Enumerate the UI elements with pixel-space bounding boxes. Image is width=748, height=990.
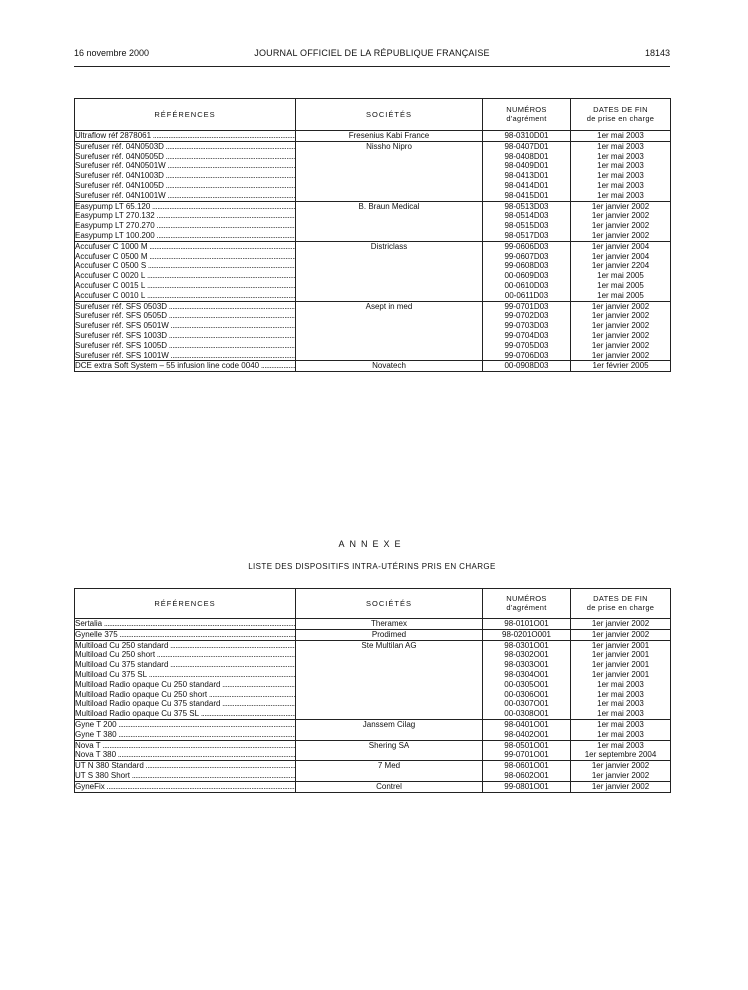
table-row bbox=[75, 719, 671, 740]
table-row bbox=[75, 141, 671, 201]
col-header-dates: DATES DE FIN de prise en charge bbox=[571, 589, 671, 619]
date-cell bbox=[571, 361, 671, 372]
reference-line: UT S 380 Short ..... bbox=[75, 771, 295, 781]
reference-line: Surefuser réf. SFS 1003D ..... bbox=[75, 331, 295, 341]
societe-name: Fresenius Kabi France bbox=[348, 131, 430, 140]
date-cell bbox=[571, 629, 671, 640]
societe-cell bbox=[296, 629, 483, 640]
numero-line: 99-0801O01 bbox=[504, 781, 549, 791]
reference-line: DCE extra Soft System – 55 infusion line code 0040 ..... bbox=[75, 361, 295, 371]
table-row bbox=[75, 361, 671, 372]
numero-line: 98-0301O01 bbox=[504, 640, 549, 650]
date-line: 1er mai 2005 bbox=[597, 271, 644, 281]
date-line: 1er janvier 2001 bbox=[591, 660, 650, 670]
numero-line: 98-0413D01 bbox=[504, 171, 549, 181]
numero-line: 00-0610D03 bbox=[504, 280, 549, 290]
date-line: 1er janvier 2002 bbox=[591, 619, 650, 628]
header-date: 16 novembre 2000 bbox=[74, 48, 150, 58]
date-line: 1er mai 2005 bbox=[597, 280, 644, 290]
numero-line: 99-0702D03 bbox=[504, 311, 549, 321]
societe-cell bbox=[296, 201, 483, 241]
date-cell bbox=[571, 719, 671, 740]
reference-line: Easypump LT 270.270 ..... bbox=[75, 221, 295, 231]
numero-line: 98-0408D01 bbox=[504, 151, 549, 161]
societe-name: Janssem Cilag bbox=[362, 719, 416, 729]
date-line: 1er mai 2003 bbox=[597, 141, 644, 151]
reference-cell bbox=[75, 141, 296, 201]
numero-cell bbox=[483, 740, 571, 761]
numero-line: 98-0415D01 bbox=[504, 190, 549, 200]
numero-line: 98-0517D03 bbox=[504, 230, 549, 240]
reference-line: Multiload Cu 375 SL ..... bbox=[75, 670, 295, 680]
date-line: 1er mai 2003 bbox=[597, 699, 644, 709]
reference-line: UT N 380 Standard ..... bbox=[75, 761, 295, 771]
reference-line: Accufuser C 0010 L ..... bbox=[75, 291, 295, 301]
table-row bbox=[75, 740, 671, 761]
col-header-references: RÉFÉRENCES bbox=[75, 99, 296, 131]
table-row bbox=[75, 131, 671, 142]
societe-name: Nissho Nipro bbox=[366, 141, 412, 151]
numero-line: 99-0606D03 bbox=[504, 241, 549, 251]
numero-cell bbox=[483, 201, 571, 241]
numero-line: 98-0514D03 bbox=[504, 211, 549, 221]
numero-line: 00-0609D03 bbox=[504, 271, 549, 281]
date-line: 1er mai 2003 bbox=[597, 180, 644, 190]
journal-title: JOURNAL OFFICIEL DE LA RÉPUBLIQUE FRANÇAISE bbox=[254, 48, 490, 58]
societe-cell bbox=[296, 719, 483, 740]
date-line: 1er mai 2003 bbox=[597, 709, 644, 719]
date-line: 1er janvier 2004 bbox=[591, 251, 650, 261]
societe-name: Asept in med bbox=[365, 301, 413, 311]
date-cell bbox=[571, 640, 671, 719]
numero-line: 00-0307O01 bbox=[504, 699, 549, 709]
iud-table bbox=[74, 588, 671, 793]
reference-line: Surefuser réf. SFS 0503D ..... bbox=[75, 302, 295, 312]
annexe-title: ANNEXE bbox=[338, 539, 406, 549]
date-line: 1er janvier 2002 bbox=[591, 340, 650, 350]
date-line: 1er janvier 2004 bbox=[591, 241, 650, 251]
reference-line: Multiload Radio opaque Cu 375 SL ..... bbox=[75, 709, 295, 719]
reference-line: Gyne T 200 ..... bbox=[75, 720, 295, 730]
col-header-societes: SOCIÉTÉS bbox=[296, 589, 483, 619]
societe-cell bbox=[296, 619, 483, 630]
date-line: 1er mai 2003 bbox=[597, 689, 644, 699]
numero-cell bbox=[483, 301, 571, 361]
reference-line: Accufuser C 0500 S ..... bbox=[75, 261, 295, 271]
reference-cell bbox=[75, 719, 296, 740]
reference-line: Accufuser C 0020 L ..... bbox=[75, 271, 295, 281]
table-row bbox=[75, 201, 671, 241]
reference-cell bbox=[75, 131, 296, 142]
reference-cell bbox=[75, 201, 296, 241]
numero-line: 00-0908D03 bbox=[504, 361, 549, 371]
date-cell bbox=[571, 740, 671, 761]
date-line: 1er janvier 2002 bbox=[591, 629, 650, 639]
date-line: 1er mai 2005 bbox=[597, 290, 644, 300]
numero-line: 98-0601O01 bbox=[504, 761, 549, 771]
table-row bbox=[75, 241, 671, 301]
date-line: 1er janvier 2002 bbox=[591, 321, 650, 331]
reference-line: Surefuser réf. 04N0503D ..... bbox=[75, 142, 295, 152]
numero-line: 98-0409D01 bbox=[504, 161, 549, 171]
date-cell bbox=[571, 241, 671, 301]
date-line: 1er janvier 2001 bbox=[591, 640, 650, 650]
societe-name: Districlass bbox=[370, 241, 408, 251]
numero-cell bbox=[483, 719, 571, 740]
annexe-subtitle: LISTE DES DISPOSITIFS INTRA-UTÉRINS PRIS EN CHARGE bbox=[248, 562, 496, 571]
numero-line: 00-0308O01 bbox=[504, 709, 549, 719]
numero-line: 00-0305O01 bbox=[504, 679, 549, 689]
numero-line: 99-0705D03 bbox=[504, 340, 549, 350]
date-line: 1er janvier 2204 bbox=[591, 261, 650, 271]
reference-line: Gyne T 380 ..... bbox=[75, 730, 295, 740]
date-cell bbox=[571, 131, 671, 142]
date-line: 1er janvier 2002 bbox=[591, 330, 650, 340]
reference-cell bbox=[75, 241, 296, 301]
numero-line: 99-0706D03 bbox=[504, 350, 549, 360]
col-header-dates: DATES DE FIN de prise en charge bbox=[571, 99, 671, 131]
page-number: 18143 bbox=[644, 48, 670, 58]
date-line: 1er janvier 2002 bbox=[591, 211, 650, 221]
date-line: 1er janvier 2002 bbox=[591, 350, 650, 360]
societe-cell bbox=[296, 761, 483, 782]
reference-line: Multiload Cu 250 short ..... bbox=[75, 650, 295, 660]
table-body bbox=[75, 619, 671, 793]
numero-cell bbox=[483, 131, 571, 142]
reference-line: Accufuser C 0015 L ..... bbox=[75, 281, 295, 291]
table-row bbox=[75, 640, 671, 719]
societe-name: Shering SA bbox=[368, 740, 410, 750]
societe-cell bbox=[296, 301, 483, 361]
reference-cell bbox=[75, 781, 296, 792]
date-line: 1er septembre 2004 bbox=[584, 750, 657, 760]
numero-line: 98-0513D03 bbox=[504, 201, 549, 211]
reference-line: Accufuser C 1000 M ..... bbox=[75, 242, 295, 252]
reference-line: Easypump LT 270.132 ..... bbox=[75, 211, 295, 221]
numero-line: 99-0704D03 bbox=[504, 330, 549, 340]
reference-cell bbox=[75, 761, 296, 782]
reference-cell bbox=[75, 740, 296, 761]
numero-line: 98-0602O01 bbox=[504, 770, 549, 780]
numero-cell bbox=[483, 761, 571, 782]
date-line: 1er janvier 2001 bbox=[591, 669, 650, 679]
table-row bbox=[75, 781, 671, 792]
reference-line: Surefuser réf. 04N0501W ..... bbox=[75, 161, 295, 171]
col-header-numeros: NUMÉROS d'agrément bbox=[483, 99, 571, 131]
reference-cell bbox=[75, 301, 296, 361]
numero-line: 98-0402O01 bbox=[504, 729, 549, 739]
reference-line: Surefuser réf. 04N1003D ..... bbox=[75, 171, 295, 181]
reference-cell bbox=[75, 629, 296, 640]
date-cell bbox=[571, 141, 671, 201]
societe-name: Ste Multilan AG bbox=[361, 640, 417, 650]
societe-name: B. Braun Medical bbox=[358, 201, 420, 211]
numero-line: 99-0607D03 bbox=[504, 251, 549, 261]
societe-cell bbox=[296, 640, 483, 719]
numero-cell bbox=[483, 241, 571, 301]
numero-line: 98-0401O01 bbox=[504, 719, 549, 729]
numero-cell bbox=[483, 361, 571, 372]
societe-name: Novatech bbox=[372, 361, 406, 371]
societe-name: 7 Med bbox=[377, 761, 401, 771]
numero-line: 99-0608D03 bbox=[504, 261, 549, 271]
reference-line: Multiload Cu 250 standard ..... bbox=[75, 641, 295, 651]
date-line: 1er mai 2003 bbox=[597, 190, 644, 200]
date-line: 1er mai 2003 bbox=[597, 679, 644, 689]
table-row bbox=[75, 761, 671, 782]
date-line: 1er mai 2003 bbox=[597, 729, 644, 739]
reference-line: Surefuser réf. SFS 1001W ..... bbox=[75, 351, 295, 361]
reference-line: Multiload Radio opaque Cu 250 short ..... bbox=[75, 690, 295, 700]
date-line: 1er mai 2003 bbox=[597, 131, 644, 140]
numero-line: 98-0515D03 bbox=[504, 221, 549, 231]
numero-line: 98-0304O01 bbox=[504, 669, 549, 679]
reference-cell bbox=[75, 640, 296, 719]
table-body bbox=[75, 131, 671, 372]
date-line: 1er janvier 2001 bbox=[591, 650, 650, 660]
date-line: 1er janvier 2002 bbox=[591, 761, 650, 771]
societe-cell bbox=[296, 740, 483, 761]
reference-line: Surefuser réf. 04N1005D ..... bbox=[75, 181, 295, 191]
reference-line: Surefuser réf. SFS 0505D ..... bbox=[75, 311, 295, 321]
societe-cell bbox=[296, 241, 483, 301]
col-header-references: RÉFÉRENCES bbox=[75, 589, 296, 619]
reference-line: Surefuser réf. SFS 0501W ..... bbox=[75, 321, 295, 331]
numero-cell bbox=[483, 781, 571, 792]
reference-line: GyneFix ..... bbox=[75, 782, 295, 792]
date-line: 1er janvier 2002 bbox=[591, 201, 650, 211]
numero-line: 98-0302O01 bbox=[504, 650, 549, 660]
societe-name: Theramex bbox=[370, 619, 407, 628]
reference-line: Multiload Cu 375 standard ..... bbox=[75, 660, 295, 670]
date-line: 1er mai 2003 bbox=[597, 161, 644, 171]
reference-line: Easypump LT 100.200 ..... bbox=[75, 231, 295, 241]
reference-cell bbox=[75, 361, 296, 372]
col-header-numeros: NUMÉROS d'agrément bbox=[483, 589, 571, 619]
date-line: 1er mai 2003 bbox=[597, 151, 644, 161]
reference-line: Accufuser C 0500 M ..... bbox=[75, 252, 295, 262]
reference-line: Easypump LT 65.120 ..... bbox=[75, 202, 295, 212]
reference-line: Sertalia ..... bbox=[75, 619, 295, 629]
date-cell bbox=[571, 781, 671, 792]
table-row bbox=[75, 619, 671, 630]
numero-line: 98-0101O01 bbox=[504, 619, 549, 628]
reference-line: Surefuser réf. 04N0505D ..... bbox=[75, 152, 295, 162]
table-row bbox=[75, 301, 671, 361]
numero-line: 98-0414D01 bbox=[504, 180, 549, 190]
numero-line: 99-0703D03 bbox=[504, 321, 549, 331]
numero-cell bbox=[483, 629, 571, 640]
date-line: 1er février 2005 bbox=[592, 361, 649, 371]
numero-line: 98-0201O001 bbox=[502, 629, 551, 639]
date-line: 1er janvier 2002 bbox=[591, 301, 650, 311]
date-cell bbox=[571, 619, 671, 630]
reference-cell bbox=[75, 619, 296, 630]
date-line: 1er mai 2003 bbox=[597, 719, 644, 729]
societe-cell bbox=[296, 781, 483, 792]
table-row bbox=[75, 629, 671, 640]
reference-line: Surefuser réf. 04N1001W ..... bbox=[75, 191, 295, 201]
date-line: 1er janvier 2002 bbox=[591, 770, 650, 780]
date-line: 1er mai 2003 bbox=[597, 171, 644, 181]
reference-line: Surefuser réf. SFS 1005D ..... bbox=[75, 341, 295, 351]
numero-line: 98-0407D01 bbox=[504, 141, 549, 151]
date-line: 1er janvier 2002 bbox=[591, 781, 650, 791]
date-cell bbox=[571, 301, 671, 361]
date-line: 1er janvier 2002 bbox=[591, 311, 650, 321]
societe-name: Contrel bbox=[376, 781, 402, 791]
numero-line: 99-0701O01 bbox=[504, 750, 549, 760]
reference-line: Gynelle 375 ..... bbox=[75, 630, 295, 640]
date-line: 1er janvier 2002 bbox=[591, 230, 650, 240]
page-header bbox=[74, 48, 670, 64]
numero-line: 00-0306O01 bbox=[504, 689, 549, 699]
numero-cell bbox=[483, 619, 571, 630]
societe-cell bbox=[296, 131, 483, 142]
date-cell bbox=[571, 761, 671, 782]
date-line: 1er janvier 2002 bbox=[591, 221, 650, 231]
devices-table bbox=[74, 98, 671, 372]
reference-line: Nova T 380 ..... bbox=[75, 750, 295, 760]
reference-line: Nova T ..... bbox=[75, 741, 295, 751]
numero-cell bbox=[483, 141, 571, 201]
reference-line: Multiload Radio opaque Cu 250 standard ..... bbox=[75, 680, 295, 690]
date-cell bbox=[571, 201, 671, 241]
col-header-societes: SOCIÉTÉS bbox=[296, 99, 483, 131]
numero-cell bbox=[483, 640, 571, 719]
reference-line: Ultraflow réf 2878061 ..... bbox=[75, 131, 295, 141]
numero-line: 98-0310D01 bbox=[504, 131, 549, 140]
numero-line: 00-0611D03 bbox=[504, 290, 549, 300]
numero-line: 98-0501O01 bbox=[504, 740, 549, 750]
societe-name: Prodimed bbox=[371, 629, 407, 639]
societe-cell bbox=[296, 141, 483, 201]
date-line: 1er mai 2003 bbox=[597, 740, 644, 750]
reference-line: Multiload Radio opaque Cu 375 standard ..... bbox=[75, 699, 295, 709]
numero-line: 98-0303O01 bbox=[504, 660, 549, 670]
numero-line: 99-0701D03 bbox=[504, 301, 549, 311]
header-rule bbox=[74, 66, 670, 67]
societe-cell bbox=[296, 361, 483, 372]
